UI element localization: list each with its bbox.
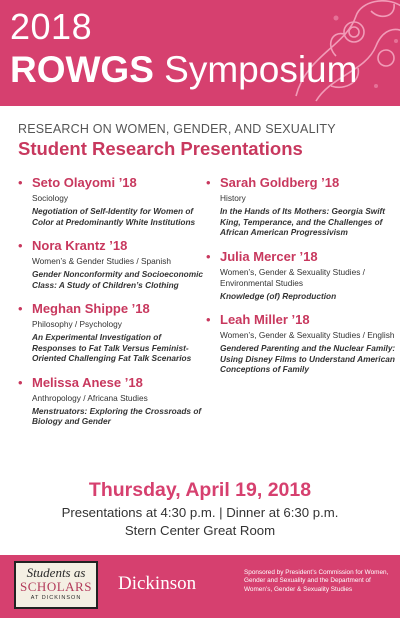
presentation-title: Knowledge (of) Reproduction (220, 290, 337, 301)
presenter-dept: Women’s, Gender & Sexuality Studies / English (220, 330, 395, 340)
presenters-left-column (18, 175, 206, 438)
event-title-rest: Symposium (153, 49, 358, 90)
students-as-scholars-logo (14, 561, 98, 609)
sponsor-text: Sponsored by President’s Commission for Women, Gender and Sexuality and the Department of Women’s, Gender & Sexuality Studies (244, 569, 389, 593)
presenter-dept: Sociology (32, 193, 68, 203)
event-year: 2018 (10, 6, 93, 47)
presentation-title: Gendered Parenting and the Nuclear Family: Using Disney Films to Understand American Conceptions of Family (220, 343, 396, 374)
presenter-entry (206, 312, 396, 375)
presenter-dept: Anthropology / Africana Studies (32, 392, 148, 403)
section-heading: Student Research Presentations (18, 138, 303, 159)
footer-banner (0, 555, 400, 618)
presenter-entry (18, 375, 206, 427)
presenters-right-column (206, 175, 396, 386)
subtitle: RESEARCH ON WOMEN, GENDER, AND SEXUALITY (18, 122, 336, 136)
presenter-entry (18, 301, 206, 364)
presenter-dept: Philosophy / Psychology (32, 319, 122, 329)
bullet-icon: • (18, 374, 23, 390)
bullet-icon: • (18, 175, 23, 190)
presentation-title: Negotiation of Self-Identity for Women of Color at Predominantly White Institutions (32, 206, 196, 227)
presentation-title: Menstruators: Exploring the Crossroads of Biology and Gender (32, 405, 202, 426)
presenter-entry (18, 238, 206, 290)
presenter-name: Melissa Anese ’18 (32, 374, 143, 390)
event-title (10, 50, 357, 90)
presenter-dept: Women’s, Gender & Sexuality Studies / Environmental Studies (220, 266, 365, 288)
presentation-title: An Experimental Investigation of Responses to Fat Talk Versus Feminist-Oriented Challenging Fat Talk Scenarios (32, 332, 192, 363)
presenter-name: Leah Miller ’18 (220, 312, 310, 327)
presenter-name: Julia Mercer ’18 (220, 248, 318, 264)
presenter-name: Sarah Goldberg ’18 (220, 175, 340, 190)
presentation-title: In the Hands of Its Mothers: Georgia Swift King, Temperance, and the Challenges of African American Progressivism (220, 206, 386, 237)
logo-line-2: SCHOLARS (20, 579, 92, 594)
bullet-icon: • (206, 175, 211, 190)
presenter-name: Meghan Shippe ’18 (32, 301, 150, 316)
bullet-icon: • (206, 248, 211, 264)
presenter-entry (206, 175, 396, 238)
presenter-name: Nora Krantz ’18 (32, 238, 128, 253)
presenter-name: Seto Olayomi ’18 (32, 175, 137, 190)
presentation-title: Gender Nonconformity and Socioeconomic Class: A Study of Children’s Clothing (32, 269, 204, 290)
presenter-entry (18, 175, 206, 227)
bullet-icon: • (18, 238, 23, 253)
presenter-dept: History (220, 193, 246, 203)
event-times: Presentations at 4:30 p.m. | Dinner at 6:30 p.m. (61, 505, 339, 520)
presenter-dept: Women’s & Gender Studies / Spanish (32, 256, 171, 266)
dickinson-logo: Dickinson (118, 573, 197, 594)
logo-line-1: Students as (26, 565, 86, 580)
presenter-entry (206, 249, 396, 302)
logo-line-3: AT DICKINSON (30, 595, 82, 601)
header-banner (0, 0, 400, 106)
event-date: Thursday, April 19, 2018 (88, 479, 312, 501)
bullet-icon: • (18, 301, 23, 316)
event-title-bold: ROWGS (10, 49, 154, 90)
bullet-icon: • (206, 312, 211, 327)
event-location: Stern Center Great Room (124, 523, 276, 538)
